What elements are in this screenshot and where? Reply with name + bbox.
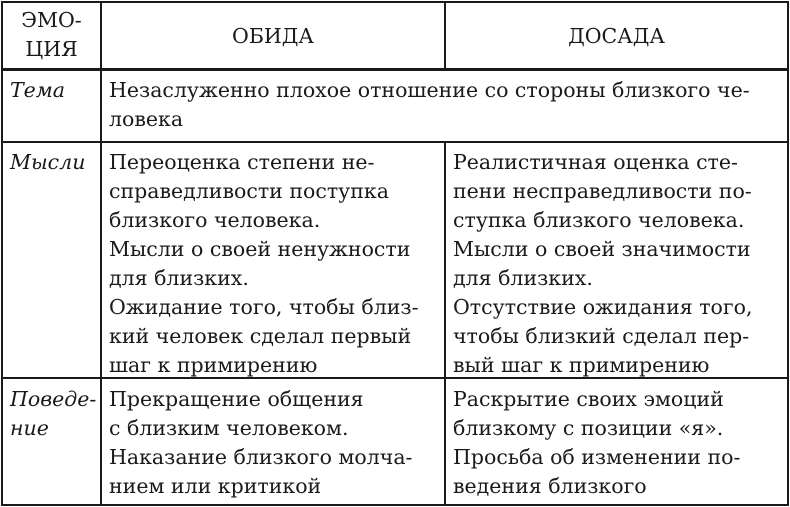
row-label-mysli	[10, 148, 85, 177]
border-row1-bottom	[1, 141, 789, 143]
text-line: пени несправедливости по-	[453, 179, 752, 203]
text-line: нием или критикой	[109, 474, 322, 498]
text-line: Прекращение общения	[109, 387, 364, 411]
text-line: Незаслуженно плохое отношение со стороны близкого че-	[109, 78, 750, 102]
text-line: вый шаг к примирению	[453, 353, 710, 377]
text-line: с близким человеком.	[109, 416, 349, 440]
header-emotion	[3, 6, 100, 64]
text-line: Отсутствие ожидания того,	[453, 295, 753, 319]
mysli-dosada	[453, 148, 752, 380]
povedenie-obida	[109, 385, 413, 501]
text-line: близкому с позиции «я».	[453, 416, 724, 440]
border-left	[1, 1, 3, 506]
text-line: Наказание близкого молча-	[109, 445, 413, 469]
text-line: близкого человека.	[109, 208, 321, 232]
label-line: Тема	[10, 78, 66, 102]
header-line: ЦИЯ	[25, 37, 78, 61]
text-line: справедливости поступка	[109, 179, 389, 203]
border-top	[1, 1, 789, 3]
text-line: чтобы близкий сделал пер-	[453, 324, 750, 348]
border-bottom	[1, 504, 789, 506]
text-line: для близких.	[453, 266, 593, 290]
border-header-bottom	[1, 68, 789, 71]
label-line: ние	[10, 416, 49, 440]
row-label-povedenie	[10, 385, 96, 443]
text-line: Мысли о своей значимости	[453, 237, 751, 261]
border-right	[787, 1, 789, 506]
text-line: шаг к примирению	[109, 353, 318, 377]
header-line: ЭМО-	[21, 8, 82, 32]
text-line: ступка близкого человека.	[453, 208, 745, 232]
border-col2-bottom	[444, 141, 446, 506]
text-line: Мысли о своей ненужности	[109, 237, 411, 261]
povedenie-dosada	[453, 385, 740, 501]
row-label-tema	[10, 76, 65, 105]
label-line: Мысли	[10, 150, 86, 174]
border-col1	[100, 1, 102, 506]
text-line: Переоценка степени не-	[109, 150, 375, 174]
text-line: Ожидание того, чтобы близ-	[109, 295, 419, 319]
text-line: ловека	[109, 107, 184, 131]
header-dosada: ДОСАДА	[568, 24, 665, 48]
mysli-obida	[109, 148, 419, 380]
text-line: Реалистичная оценка сте-	[453, 150, 738, 174]
tema-merged	[109, 76, 750, 134]
label-line: Поведе-	[10, 387, 97, 411]
text-line: ведения близкого	[453, 474, 647, 498]
text-line: для близких.	[109, 266, 249, 290]
text-line: Просьба об изменении по-	[453, 445, 741, 469]
text-line: кий человек сделал первый	[109, 324, 412, 348]
text-line: Раскрытие своих эмоций	[453, 387, 724, 411]
header-obida: ОБИДА	[232, 24, 314, 48]
